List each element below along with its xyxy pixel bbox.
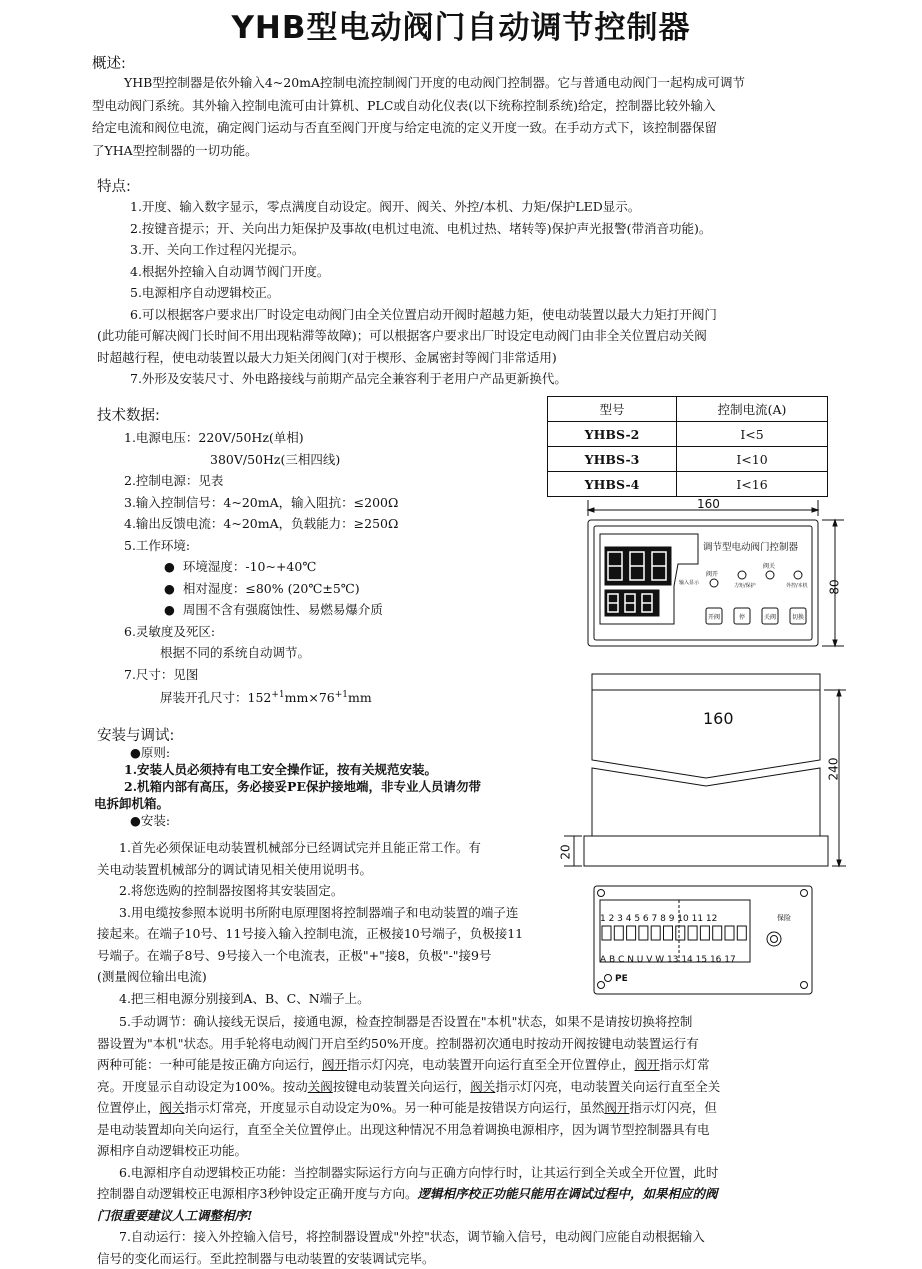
env-item: ● 周围不含有强腐蚀性、易燃易爆介质 — [164, 602, 383, 617]
install-step: 关电动装置机械部分的调试请见相关使用说明书。 — [97, 861, 373, 877]
overview-line: 给定电流和阀位电流，确定阀门运动与否直至阀门开度与给定电流的定义开度一致。在手动方式下，该控制器保留 — [92, 120, 718, 135]
terminal-screw — [627, 926, 636, 940]
install-step: 是电动装置却向关向运行，直至全关位置停止。出现这种情况不用急着调换电源相序，因为调节型控制器具有电 — [97, 1121, 710, 1137]
side-height-dimension: 240 — [826, 757, 841, 781]
feature-item: 6.可以根据客户要求出厂时设定电动阀门由全关位置启动开阀时超越力矩，使电动装置以最大力矩打开阀门 — [130, 306, 717, 322]
env-text: 环境湿度：-10~+40℃ — [182, 559, 317, 574]
overview-body — [92, 72, 832, 162]
install-step: 号端子。在端子8号、9号接入一个电流表，正极"+"接8，负极"-"接9号 — [97, 947, 492, 963]
install-step — [97, 1076, 720, 1098]
table-cell: I<16 — [677, 472, 828, 497]
step-text: 位置停止， — [97, 1100, 160, 1115]
install-step — [97, 1183, 720, 1205]
tech-item: 7.尺寸：见图 — [124, 666, 199, 682]
install-principles — [94, 744, 481, 829]
spec-table — [547, 396, 828, 497]
step-underlined: 关阀 — [307, 1078, 333, 1094]
feature-item: 4.根据外控输入自动调节阀门开度。 — [130, 263, 330, 279]
led-label-remote: 外控/本机 — [786, 583, 808, 589]
table-cell: I<10 — [677, 447, 828, 472]
step-underlined: 阀开 — [604, 1100, 630, 1115]
pe-label: PE — [615, 974, 628, 984]
env-text: 周围不含有强腐蚀性、易燃易爆介质 — [182, 602, 383, 617]
panel-dim-width: 160 — [703, 709, 734, 728]
tech-item: 4.输出反馈电流：4~20mA，负载能力：≥250Ω — [124, 516, 399, 531]
principle-label: ●原则: — [130, 745, 171, 760]
terminal-screw — [639, 926, 648, 940]
panel-width-dimension: 160 — [697, 497, 720, 511]
terminal-screw — [713, 926, 722, 940]
install-step: 信号的变化而运行。至此控制器与电动装置的安装调试完毕。 — [97, 1250, 435, 1266]
install-step: 3.用电缆按参照本说明书所附电原理图将控制器端子和电动装置的端子连 — [119, 904, 519, 920]
terminal-screw — [688, 926, 697, 940]
table-cell: YHBS-4 — [548, 472, 677, 497]
step-text: 按键电动装置关向运行， — [332, 1078, 471, 1094]
feature-item: 5.电源相序自动逻辑校正。 — [130, 285, 280, 300]
side-view-drawing — [556, 668, 856, 874]
features-list — [97, 196, 717, 390]
terminal-screw — [602, 926, 611, 940]
overview-line: 型电动阀门系统。其外输入控制电流可由计算机、PLC或自动化仪表(以下统称控制系统)给定，控制器比较外输入 — [92, 97, 716, 113]
table-header: 型号 — [548, 397, 677, 422]
terminal-screw — [676, 926, 685, 940]
step-text: 指示灯闪亮，电动装置关向运行直至全关 — [495, 1078, 721, 1094]
fuse-label: 保险 — [777, 914, 791, 922]
install-steps-full — [97, 1011, 720, 1269]
led-label-close: 阀关 — [763, 563, 776, 570]
terminal-screw — [700, 926, 709, 940]
terminal-screw — [737, 926, 746, 940]
feature-item: 1.开度、输入数字显示，零点满度自动设定。阀开、阀关、外控/本机、力矩/保护LED显示。 — [130, 199, 641, 214]
step-text: 控制器自动逻辑校正电源相序3秒钟设定正确开度与方向。 — [97, 1186, 418, 1201]
cutout-size — [124, 685, 398, 709]
button-open-valve: 开阀 — [708, 614, 721, 621]
panel-side-label: 输入显示 — [679, 580, 700, 586]
terminal-bottom-labels: A B C N U V W 13 14 15 16 17 — [600, 955, 736, 965]
principle-item: 1.安装人员必须持有电工安全操作证，按有关规范安装。 — [124, 762, 438, 777]
led-label-torque: 力矩/保护 — [734, 583, 756, 589]
step-underlined: 阀开 — [634, 1057, 660, 1072]
button-switch: 切换 — [792, 614, 805, 621]
terminal-top-numbers: 1 2 3 4 5 6 7 8 9 10 11 12 — [600, 914, 718, 924]
tech-item: 根据不同的系统自动调节。 — [160, 645, 311, 660]
step-text: 指示灯闪亮，电动装置开向运行直至全开位置停止， — [347, 1057, 635, 1072]
feature-item: 7.外形及安装尺寸、外电路接线与前期产品完全兼容利于老用户产品更新换代。 — [130, 371, 567, 386]
feature-item: 3.开、关向工作过程闪光提示。 — [130, 242, 305, 257]
install-heading: 安装与调试: — [97, 728, 175, 744]
table-row — [548, 472, 828, 497]
principle-item: 电拆卸机箱。 — [94, 796, 170, 811]
install-step: 5.手动调节：确认接线无误后，接通电源，检查控制器是否设置在"本机"状态，如果不是请按切换将控制 — [119, 1014, 693, 1029]
install-step: (测量阀位输出电流) — [97, 969, 207, 984]
button-close-valve: 关阀 — [764, 614, 777, 621]
tech-item: 5.工作环境: — [124, 537, 191, 553]
led-label-open: 阀开 — [706, 571, 719, 578]
base-height-dimension: 20 — [558, 844, 573, 860]
install-step — [97, 1054, 720, 1076]
install-steps-left — [97, 837, 523, 1009]
install-step: 6.电源相序自动逻辑校正功能：当控制器实际运行方向与正确方向悖行时，让其运行到全关或全开位置，此时 — [119, 1164, 719, 1180]
step-text: 指示灯常亮，开度显示自动设定为0%。另一种可能是按错误方向运行，虽然 — [184, 1100, 605, 1115]
principle-item: 2.机箱内部有高压，务必接妥PE保护接地端，非专业人员请勿带 — [124, 779, 481, 794]
terminal-screw — [725, 926, 734, 940]
install-step: 2.将您选购的控制器按图将其安装固定。 — [119, 883, 344, 898]
install-step: 接起来。在端子10号、11号接入输入控制电流，正极接10号端子，负极接11 — [97, 926, 524, 941]
step-underlined: 阀关 — [470, 1078, 496, 1094]
overview-heading: 概述: — [92, 56, 126, 72]
install-step: 门很重要建议人工调整相序! — [97, 1207, 253, 1223]
table-header-row — [548, 397, 828, 422]
env-item: ● 环境湿度：-10~+40℃ — [164, 559, 317, 574]
feature-item: (此功能可解决阀门长时间不用出现粘滞等故障)；可以根据客户要求出厂时设定电动阀门由非全关位置启动关阀 — [97, 328, 707, 343]
button-stop: 停 — [739, 614, 746, 621]
step-underlined: 阀关 — [159, 1100, 185, 1115]
table-cell: YHBS-2 — [548, 422, 677, 447]
table-cell: YHBS-3 — [548, 447, 677, 472]
table-header: 控制电流(A) — [677, 397, 828, 422]
tech-heading: 技术数据: — [97, 408, 160, 424]
panel-height-dimension: 80 — [827, 579, 842, 595]
install-step: 源相序自动逻辑校正功能。 — [97, 1143, 248, 1158]
tech-item: 3.输入控制信号：4~20mA，输入阻抗：≤200Ω — [124, 494, 399, 510]
tech-item: 2.控制电源：见表 — [124, 473, 224, 488]
terminal-screw — [651, 926, 660, 940]
table-row — [548, 422, 828, 447]
install-step: 器设置为"本机"状态。用手轮将电动阀门开启至约50%开度。控制器初次通电时按动开阀按键电动装置运行有 — [97, 1035, 699, 1051]
install-step — [97, 1097, 720, 1119]
install-step: 7.自动运行：接入外控输入信号，将控制器设置成"外控"状态，调节输入信号，电动阀门应能自动根据输入 — [119, 1229, 705, 1244]
step-warning: 逻辑相序校正功能只能用在调试过程中，如果相应的阀 — [417, 1186, 718, 1201]
cutout-tol: +1 — [271, 690, 285, 700]
feature-item: 时超越行程，使电动装置以最大力矩关闭阀门(对于楔形、金属密封等阀门非常适用) — [97, 349, 557, 365]
feature-item: 2.按键音提示；开、关向出力矩保护及事故(电机过电流、电机过热、堵转等)保护声光报警(带消音功能)。 — [130, 220, 712, 236]
env-item: ● 相对湿度：≤80% (20℃±5℃) — [164, 580, 360, 596]
cutout-text: mm — [348, 690, 372, 706]
step-text: 指示灯常 — [659, 1057, 710, 1072]
install-step: 1.首先必须保证电动装置机械部分已经调试完并且能正常工作。有 — [119, 840, 481, 855]
step-text: 指示灯闪亮，但 — [629, 1100, 717, 1115]
tech-item: 1.电源电压：220V/50Hz(单相) — [124, 430, 304, 445]
terminal-screw — [614, 926, 623, 940]
terminal-screw — [664, 926, 673, 940]
overview-line: YHB型控制器是依外输入4~20mA控制电流控制阀门开度的电动阀门控制器。它与普通电动阀门一起构成可调节 — [124, 75, 746, 90]
page-title: YHB型电动阀门自动调节控制器 — [231, 10, 691, 46]
features-heading: 特点: — [97, 179, 131, 195]
table-row — [548, 447, 828, 472]
install-step: 4.把三相电源分别接到A、B、C、N端子上。 — [119, 990, 370, 1006]
front-panel-drawing — [578, 494, 848, 728]
step-text: 两种可能：一种可能是按正确方向运行， — [97, 1057, 323, 1072]
terminal-block-drawing — [592, 884, 814, 996]
cutout-tol: +1 — [334, 690, 349, 700]
table-cell: I<5 — [677, 422, 828, 447]
tech-item: 6.灵敏度及死区: — [124, 623, 216, 639]
cutout-text: mm×76 — [284, 690, 335, 706]
panel-title: 调节型电动阀门控制器 — [703, 542, 799, 553]
tech-list — [124, 427, 398, 709]
step-underlined: 阀开 — [322, 1057, 348, 1072]
env-text: 相对湿度：≤80% (20℃±5℃) — [182, 580, 360, 596]
install-label: ●安装: — [130, 813, 171, 828]
tech-item: 380V/50Hz(三相四线) — [210, 451, 341, 467]
step-text: 亮。开度显示自动设定为100%。按动 — [97, 1078, 308, 1094]
pe-terminal-icon — [605, 975, 612, 982]
cutout-text: 屏装开孔尺寸：152 — [160, 690, 272, 706]
overview-line: 了YHA型控制器的一切功能。 — [92, 142, 258, 158]
